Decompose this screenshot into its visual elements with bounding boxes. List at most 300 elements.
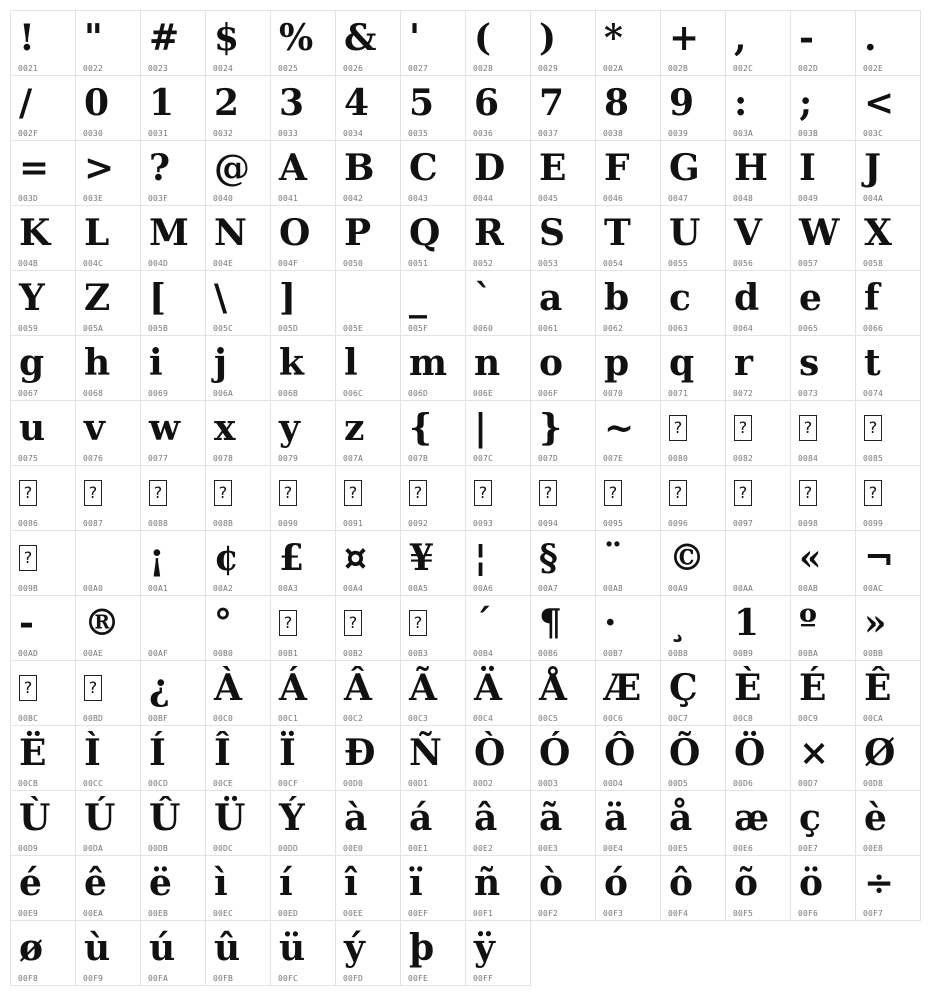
glyph-code-label: 0032 bbox=[213, 129, 234, 138]
glyph-sample: ¤ bbox=[344, 537, 367, 579]
glyph-sample: Æ bbox=[604, 667, 642, 709]
glyph-sample: 7 bbox=[539, 82, 565, 124]
glyph-cell bbox=[725, 790, 791, 856]
glyph-cell bbox=[205, 140, 271, 206]
glyph-cell bbox=[660, 660, 726, 726]
glyph-sample: Ð bbox=[344, 732, 376, 774]
glyph-cell bbox=[855, 725, 921, 791]
glyph-code-label: 00AA bbox=[733, 584, 754, 593]
glyph-sample: Ò bbox=[474, 732, 506, 774]
glyph-code-label: 0066 bbox=[863, 324, 884, 333]
glyph-cell bbox=[595, 855, 661, 921]
glyph-sample: ¬ bbox=[864, 537, 895, 579]
glyph-sample: 4 bbox=[344, 82, 370, 124]
glyph-cell bbox=[205, 725, 271, 791]
glyph-cell bbox=[10, 270, 76, 336]
glyph-cell bbox=[335, 270, 401, 336]
glyph-sample: © bbox=[669, 537, 705, 579]
glyph-cell bbox=[725, 10, 791, 76]
glyph-code-label: 00D6 bbox=[733, 779, 754, 788]
glyph-cell bbox=[660, 205, 726, 271]
glyph-sample: 6 bbox=[474, 82, 500, 124]
glyph-cell bbox=[270, 270, 336, 336]
glyph-cell bbox=[855, 140, 921, 206]
glyph-cell bbox=[270, 465, 336, 531]
glyph-sample: À bbox=[214, 667, 242, 709]
glyph-code-label: 0058 bbox=[863, 259, 884, 268]
glyph-sample: ï bbox=[409, 862, 423, 904]
glyph-cell bbox=[465, 205, 531, 271]
missing-glyph-icon: ? bbox=[799, 415, 817, 441]
glyph-code-label: 0061 bbox=[538, 324, 559, 333]
glyph-sample: Ì bbox=[84, 732, 101, 774]
glyph-code-label: 0097 bbox=[733, 519, 754, 528]
missing-glyph-icon: ? bbox=[409, 610, 427, 636]
glyph-cell bbox=[595, 400, 661, 466]
glyph-code-label: 004E bbox=[213, 259, 234, 268]
glyph-code-label: 0021 bbox=[18, 64, 39, 73]
glyph-code-label: 0045 bbox=[538, 194, 559, 203]
glyph-code-label: 0053 bbox=[538, 259, 559, 268]
glyph-code-label: 00B1 bbox=[278, 649, 299, 658]
glyph-sample bbox=[730, 533, 790, 583]
glyph-code-label: 00EC bbox=[213, 909, 234, 918]
missing-glyph-box bbox=[535, 468, 595, 518]
glyph-sample: È bbox=[734, 667, 762, 709]
glyph-code-label: 0079 bbox=[278, 454, 299, 463]
glyph-cell bbox=[530, 270, 596, 336]
glyph-sample: ; bbox=[799, 82, 813, 124]
glyph-cell bbox=[530, 465, 596, 531]
glyph-sample: [ bbox=[149, 277, 167, 319]
missing-glyph-icon: ? bbox=[799, 480, 817, 506]
glyph-sample: 8 bbox=[604, 82, 630, 124]
glyph-code-label: 0072 bbox=[733, 389, 754, 398]
glyph-cell bbox=[140, 530, 206, 596]
glyph-sample: å bbox=[669, 797, 693, 839]
glyph-sample: á bbox=[409, 797, 433, 839]
glyph-sample: Ñ bbox=[409, 732, 442, 774]
glyph-cell bbox=[400, 10, 466, 76]
glyph-sample: y bbox=[279, 407, 300, 449]
glyph-cell bbox=[400, 920, 466, 986]
glyph-sample: Î bbox=[214, 732, 231, 774]
glyph-code-label: 004A bbox=[863, 194, 884, 203]
glyph-sample: % bbox=[279, 17, 314, 59]
glyph-code-label: 0060 bbox=[473, 324, 494, 333]
glyph-cell bbox=[75, 855, 141, 921]
glyph-cell bbox=[205, 855, 271, 921]
glyph-cell bbox=[270, 920, 336, 986]
glyph-sample: E bbox=[539, 147, 567, 189]
glyph-code-label: 00C5 bbox=[538, 714, 559, 723]
glyph-code-label: 003F bbox=[148, 194, 169, 203]
glyph-cell bbox=[790, 335, 856, 401]
glyph-sample: ¢ bbox=[214, 537, 240, 579]
glyph-sample: " bbox=[84, 17, 103, 59]
glyph-code-label: 0049 bbox=[798, 194, 819, 203]
glyph-cell bbox=[270, 790, 336, 856]
glyph-code-label: 00BB bbox=[863, 649, 884, 658]
glyph-chart-grid bbox=[10, 10, 920, 985]
glyph-cell bbox=[140, 790, 206, 856]
missing-glyph-icon: ? bbox=[279, 480, 297, 506]
glyph-cell bbox=[75, 725, 141, 791]
glyph-code-label: 00A4 bbox=[343, 584, 364, 593]
glyph-sample: ® bbox=[84, 602, 120, 644]
glyph-sample: e bbox=[799, 277, 822, 319]
glyph-cell bbox=[75, 790, 141, 856]
missing-glyph-box bbox=[730, 468, 790, 518]
glyph-sample: u bbox=[19, 407, 46, 449]
missing-glyph-box bbox=[665, 468, 725, 518]
missing-glyph-box bbox=[795, 403, 855, 453]
glyph-cell bbox=[465, 10, 531, 76]
missing-glyph-icon: ? bbox=[19, 480, 37, 506]
glyph-cell bbox=[725, 140, 791, 206]
glyph-cell bbox=[10, 855, 76, 921]
glyph-cell bbox=[465, 530, 531, 596]
glyph-cell bbox=[725, 595, 791, 661]
glyph-sample: - bbox=[19, 602, 34, 644]
glyph-cell bbox=[400, 400, 466, 466]
glyph-code-label: 00B0 bbox=[213, 649, 234, 658]
glyph-code-label: 0069 bbox=[148, 389, 169, 398]
glyph-code-label: 005D bbox=[278, 324, 299, 333]
glyph-code-label: 0076 bbox=[83, 454, 104, 463]
glyph-cell bbox=[530, 790, 596, 856]
glyph-code-label: 002F bbox=[18, 129, 39, 138]
glyph-code-label: 00CF bbox=[278, 779, 299, 788]
glyph-sample: ° bbox=[214, 602, 232, 644]
glyph-sample: v bbox=[84, 407, 105, 449]
glyph-cell bbox=[270, 335, 336, 401]
glyph-sample: ! bbox=[19, 17, 35, 59]
glyph-cell bbox=[595, 660, 661, 726]
missing-glyph-box bbox=[210, 468, 270, 518]
glyph-cell bbox=[10, 465, 76, 531]
glyph-sample: » bbox=[864, 602, 887, 644]
glyph-cell bbox=[205, 205, 271, 271]
glyph-code-label: 00B7 bbox=[603, 649, 624, 658]
glyph-code-label: 0099 bbox=[863, 519, 884, 528]
glyph-sample: £ bbox=[279, 537, 305, 579]
glyph-cell bbox=[660, 465, 726, 531]
glyph-cell bbox=[595, 725, 661, 791]
glyph-sample: \ bbox=[214, 277, 228, 319]
glyph-code-label: 00C4 bbox=[473, 714, 494, 723]
glyph-sample: ô bbox=[669, 862, 694, 904]
glyph-cell bbox=[335, 855, 401, 921]
glyph-code-label: 0028 bbox=[473, 64, 494, 73]
glyph-code-label: 00CE bbox=[213, 779, 234, 788]
glyph-cell bbox=[790, 270, 856, 336]
glyph-code-label: 003B bbox=[798, 129, 819, 138]
missing-glyph-icon: ? bbox=[669, 415, 687, 441]
glyph-cell bbox=[140, 725, 206, 791]
glyph-cell bbox=[400, 660, 466, 726]
glyph-sample: õ bbox=[734, 862, 759, 904]
glyph-code-label: 00D7 bbox=[798, 779, 819, 788]
glyph-code-label: 00E2 bbox=[473, 844, 494, 853]
glyph-cell bbox=[400, 725, 466, 791]
missing-glyph-icon: ? bbox=[19, 545, 37, 571]
glyph-code-label: 00EF bbox=[408, 909, 429, 918]
glyph-code-label: 0070 bbox=[603, 389, 624, 398]
glyph-cell bbox=[530, 75, 596, 141]
missing-glyph-box bbox=[600, 468, 660, 518]
glyph-sample: í bbox=[279, 862, 293, 904]
glyph-cell bbox=[400, 205, 466, 271]
glyph-sample: F bbox=[604, 147, 630, 189]
glyph-code-label: 0047 bbox=[668, 194, 689, 203]
glyph-sample: - bbox=[799, 17, 814, 59]
glyph-sample: « bbox=[799, 537, 822, 579]
glyph-sample: H bbox=[734, 147, 769, 189]
missing-glyph-icon: ? bbox=[84, 675, 102, 701]
glyph-sample: é bbox=[19, 862, 42, 904]
glyph-code-label: 0031 bbox=[148, 129, 169, 138]
glyph-code-label: 00B9 bbox=[733, 649, 754, 658]
glyph-cell bbox=[855, 790, 921, 856]
glyph-code-label: 003D bbox=[18, 194, 39, 203]
glyph-code-label: 0030 bbox=[83, 129, 104, 138]
glyph-cell bbox=[725, 530, 791, 596]
glyph-cell bbox=[270, 400, 336, 466]
glyph-code-label: 00E0 bbox=[343, 844, 364, 853]
glyph-cell bbox=[790, 595, 856, 661]
glyph-cell bbox=[595, 205, 661, 271]
glyph-code-label: 00C2 bbox=[343, 714, 364, 723]
missing-glyph-icon: ? bbox=[149, 480, 167, 506]
glyph-sample: ê bbox=[84, 862, 107, 904]
glyph-sample: N bbox=[214, 212, 247, 254]
glyph-code-label: 00E7 bbox=[798, 844, 819, 853]
glyph-code-label: 0062 bbox=[603, 324, 624, 333]
missing-glyph-box bbox=[80, 663, 140, 713]
glyph-cell bbox=[725, 725, 791, 791]
glyph-code-label: 0039 bbox=[668, 129, 689, 138]
glyph-cell bbox=[205, 920, 271, 986]
glyph-sample: ó bbox=[604, 862, 629, 904]
glyph-code-label: 0026 bbox=[343, 64, 364, 73]
glyph-code-label: 00C1 bbox=[278, 714, 299, 723]
glyph-sample: s bbox=[799, 342, 820, 384]
glyph-code-label: 0054 bbox=[603, 259, 624, 268]
glyph-code-label: 00F4 bbox=[668, 909, 689, 918]
glyph-cell bbox=[855, 530, 921, 596]
glyph-cell bbox=[595, 465, 661, 531]
glyph-cell bbox=[530, 530, 596, 596]
glyph-code-label: 00DC bbox=[213, 844, 234, 853]
glyph-code-label: 0029 bbox=[538, 64, 559, 73]
glyph-sample: r bbox=[734, 342, 753, 384]
glyph-cell bbox=[855, 205, 921, 271]
glyph-sample: Ø bbox=[864, 732, 896, 774]
glyph-cell bbox=[660, 10, 726, 76]
glyph-code-label: 0055 bbox=[668, 259, 689, 268]
glyph-sample: ¨ bbox=[604, 537, 622, 579]
glyph-code-label: 00B8 bbox=[668, 649, 689, 658]
glyph-cell bbox=[530, 335, 596, 401]
glyph-code-label: 0078 bbox=[213, 454, 234, 463]
glyph-cell bbox=[335, 595, 401, 661]
glyph-sample bbox=[80, 533, 140, 583]
glyph-cell bbox=[205, 10, 271, 76]
glyph-code-label: 00AE bbox=[83, 649, 104, 658]
glyph-sample: K bbox=[19, 212, 51, 254]
glyph-sample: * bbox=[604, 17, 623, 59]
glyph-sample: n bbox=[474, 342, 501, 384]
glyph-sample: R bbox=[474, 212, 504, 254]
glyph-code-label: 002B bbox=[668, 64, 689, 73]
missing-glyph-box bbox=[275, 598, 335, 648]
glyph-sample: Í bbox=[149, 732, 166, 774]
glyph-sample: C bbox=[409, 147, 438, 189]
missing-glyph-box bbox=[145, 468, 205, 518]
glyph-code-label: 0025 bbox=[278, 64, 299, 73]
glyph-cell bbox=[335, 660, 401, 726]
glyph-cell bbox=[400, 530, 466, 596]
glyph-sample: Ê bbox=[864, 667, 892, 709]
glyph-code-label: 005E bbox=[343, 324, 364, 333]
glyph-code-label: 00BC bbox=[18, 714, 39, 723]
glyph-code-label: 00E9 bbox=[18, 909, 39, 918]
glyph-code-label: 006B bbox=[278, 389, 299, 398]
glyph-cell bbox=[335, 790, 401, 856]
glyph-sample: Ù bbox=[19, 797, 51, 839]
glyph-sample: U bbox=[669, 212, 701, 254]
glyph-code-label: 00F5 bbox=[733, 909, 754, 918]
glyph-sample: ÿ bbox=[474, 927, 495, 969]
glyph-cell bbox=[335, 465, 401, 531]
glyph-sample: : bbox=[734, 82, 748, 124]
glyph-cell bbox=[140, 920, 206, 986]
glyph-sample: a bbox=[539, 277, 563, 319]
glyph-sample: ã bbox=[539, 797, 563, 839]
glyph-cell bbox=[400, 790, 466, 856]
glyph-cell bbox=[790, 725, 856, 791]
glyph-code-label: 00C3 bbox=[408, 714, 429, 723]
glyph-cell bbox=[595, 335, 661, 401]
glyph-sample: Ã bbox=[409, 667, 437, 709]
glyph-code-label: 00FF bbox=[473, 974, 494, 983]
glyph-code-label: 0051 bbox=[408, 259, 429, 268]
missing-glyph-box bbox=[15, 663, 75, 713]
glyph-sample: h bbox=[84, 342, 111, 384]
glyph-sample: þ bbox=[409, 927, 435, 969]
glyph-cell bbox=[140, 465, 206, 531]
glyph-cell bbox=[595, 10, 661, 76]
glyph-sample: Å bbox=[539, 667, 567, 709]
glyph-sample: ý bbox=[344, 927, 365, 969]
glyph-cell bbox=[855, 75, 921, 141]
glyph-code-label: 00A6 bbox=[473, 584, 494, 593]
glyph-cell bbox=[465, 270, 531, 336]
glyph-code-label: 0075 bbox=[18, 454, 39, 463]
glyph-cell bbox=[75, 270, 141, 336]
glyph-sample: ç bbox=[799, 797, 821, 839]
glyph-cell bbox=[790, 465, 856, 531]
glyph-cell bbox=[10, 140, 76, 206]
glyph-cell bbox=[400, 465, 466, 531]
glyph-sample: k bbox=[279, 342, 304, 384]
glyph-cell bbox=[10, 790, 76, 856]
glyph-code-label: 00F1 bbox=[473, 909, 494, 918]
glyph-code-label: 0036 bbox=[473, 129, 494, 138]
glyph-sample: ¶ bbox=[539, 602, 562, 644]
glyph-code-label: 00A8 bbox=[603, 584, 624, 593]
glyph-cell bbox=[75, 660, 141, 726]
missing-glyph-icon: ? bbox=[19, 675, 37, 701]
glyph-sample: f bbox=[864, 277, 880, 319]
glyph-cell bbox=[725, 270, 791, 336]
glyph-code-label: 0034 bbox=[343, 129, 364, 138]
glyph-sample: ü bbox=[279, 927, 306, 969]
missing-glyph-icon: ? bbox=[344, 610, 362, 636]
glyph-code-label: 00C7 bbox=[668, 714, 689, 723]
glyph-code-label: 0067 bbox=[18, 389, 39, 398]
glyph-cell bbox=[790, 790, 856, 856]
glyph-sample: { bbox=[409, 407, 433, 449]
glyph-sample: > bbox=[84, 147, 115, 189]
glyph-code-label: 007E bbox=[603, 454, 624, 463]
glyph-cell bbox=[790, 10, 856, 76]
missing-glyph-icon: ? bbox=[409, 480, 427, 506]
glyph-code-label: 0048 bbox=[733, 194, 754, 203]
glyph-cell bbox=[855, 855, 921, 921]
glyph-cell bbox=[725, 855, 791, 921]
glyph-cell bbox=[335, 140, 401, 206]
glyph-sample: i bbox=[149, 342, 163, 384]
glyph-code-label: 0050 bbox=[343, 259, 364, 268]
glyph-code-label: 0093 bbox=[473, 519, 494, 528]
glyph-code-label: 0043 bbox=[408, 194, 429, 203]
glyph-sample: P bbox=[344, 212, 372, 254]
glyph-cell bbox=[465, 920, 531, 986]
glyph-cell bbox=[10, 400, 76, 466]
glyph-cell bbox=[400, 595, 466, 661]
glyph-code-label: 005B bbox=[148, 324, 169, 333]
glyph-code-label: 002E bbox=[863, 64, 884, 73]
glyph-sample: 1 bbox=[734, 602, 760, 644]
glyph-code-label: 005A bbox=[83, 324, 104, 333]
glyph-sample: + bbox=[669, 17, 700, 59]
glyph-cell bbox=[790, 140, 856, 206]
glyph-code-label: 00FE bbox=[408, 974, 429, 983]
glyph-code-label: 0063 bbox=[668, 324, 689, 333]
glyph-code-label: 0052 bbox=[473, 259, 494, 268]
glyph-sample: 9 bbox=[669, 82, 695, 124]
glyph-cell bbox=[725, 465, 791, 531]
glyph-code-label: 00C6 bbox=[603, 714, 624, 723]
glyph-code-label: 00D4 bbox=[603, 779, 624, 788]
glyph-sample: Z bbox=[84, 277, 111, 319]
glyph-cell bbox=[725, 660, 791, 726]
glyph-code-label: 006F bbox=[538, 389, 559, 398]
glyph-sample: ñ bbox=[474, 862, 501, 904]
glyph-code-label: 00ED bbox=[278, 909, 299, 918]
glyph-sample: } bbox=[539, 407, 563, 449]
glyph-sample: ø bbox=[19, 927, 44, 969]
glyph-cell bbox=[855, 10, 921, 76]
glyph-sample: Ô bbox=[604, 732, 636, 774]
missing-glyph-box bbox=[665, 403, 725, 453]
glyph-sample: ¥ bbox=[409, 537, 435, 579]
glyph-cell bbox=[660, 725, 726, 791]
glyph-code-label: 0091 bbox=[343, 519, 364, 528]
glyph-sample: û bbox=[214, 927, 241, 969]
